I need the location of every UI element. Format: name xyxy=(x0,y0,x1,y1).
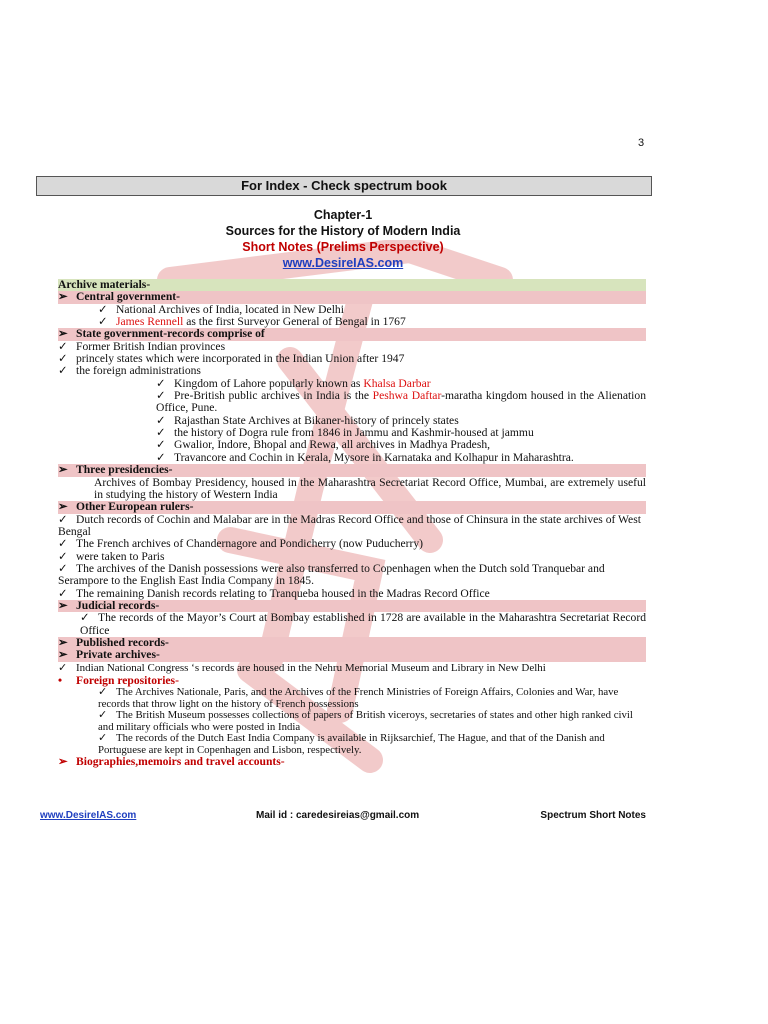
check-icon: ✓ xyxy=(58,512,68,526)
section-three-presidencies: ➢ Three presidencies- xyxy=(58,464,646,476)
section-biographies: ➢ Biographies,memoirs and travel accounts- xyxy=(58,755,285,769)
section-published-records: ➢ Published records- xyxy=(58,637,646,649)
check-icon: ✓ xyxy=(58,661,68,674)
check-icon: ✓ xyxy=(58,339,68,353)
check-icon: ✓ xyxy=(156,450,166,464)
section-archive-materials: Archive materials- xyxy=(58,279,646,291)
list-item: ✓ The French archives of Chandernagore and Pondicherry (now Puducherry) xyxy=(58,537,424,551)
list-item: ✓ Former British Indian provinces xyxy=(58,339,226,353)
list-item: ✓ The remaining Danish records relating to Tranqueba housed in the Madras Record Office xyxy=(58,586,490,600)
list-item: ✓ princely states which were incorporated in the Indian Union after 1947 xyxy=(58,352,405,366)
list-item: ✓ Indian National Congress ‘s records are housed in the Nehru Memorial Museum and Library in New Delhi xyxy=(58,661,546,674)
check-icon: ✓ xyxy=(58,364,68,378)
chapter-label: Chapter-1 xyxy=(313,208,373,222)
footer-website-link[interactable]: www.DesireIAS.com xyxy=(40,810,137,821)
list-item: ✓ were taken to Paris xyxy=(58,549,165,563)
list-item: ✓ James Rennell as the first Surveyor General of Bengal in 1767 xyxy=(98,315,406,329)
check-icon: ✓ xyxy=(58,561,68,575)
check-icon: ✓ xyxy=(98,732,108,745)
footer-mail: Mail id : caredesireias@gmail.com xyxy=(256,810,420,821)
check-icon: ✓ xyxy=(98,709,108,722)
arrow-bullet-icon: ➢ xyxy=(58,648,68,662)
section-state-government: ➢ State government-records comprise of xyxy=(58,328,646,340)
check-icon: ✓ xyxy=(156,426,166,440)
dot-bullet-icon: • xyxy=(58,674,63,687)
footer-label: Spectrum Short Notes xyxy=(540,810,646,821)
arrow-bullet-icon: ➢ xyxy=(58,500,68,514)
check-icon: ✓ xyxy=(156,389,166,403)
page-number: 3 xyxy=(638,137,645,149)
list-item: ✓ Rajasthan State Archives at Bikaner-history of princely states xyxy=(156,413,459,427)
list-item: ✓ Gwalior, Indore, Bhopal and Rewa, all archives in Madhya Pradesh, xyxy=(156,438,491,452)
arrow-bullet-icon: ➢ xyxy=(58,755,68,769)
notes-body xyxy=(58,279,646,769)
check-icon: ✓ xyxy=(58,586,68,600)
paragraph: Archives of Bombay Presidency, housed in the Maharashtra Secretariat Record Office, Mumbai, are extremely useful in studying the history of Western India xyxy=(94,475,646,501)
list-item: ✓ Kingdom of Lahore popularly known as Khalsa Darbar xyxy=(156,376,431,390)
check-icon: ✓ xyxy=(156,413,166,427)
list-item: ✓ Travancore and Cochin in Kerala, Mysore in Karnataka and Kolhapur in Maharashtra. xyxy=(156,450,574,464)
arrow-bullet-icon: ➢ xyxy=(58,327,68,341)
section-european-rulers: ➢ Other European rulers- xyxy=(58,501,646,513)
list-item: ✓ Pre-British public archives in India is the Peshwa Daftar-maratha kingdom housed in the Alienation Office, Pune. xyxy=(156,389,646,415)
check-icon: ✓ xyxy=(98,686,108,699)
list-item: ✓ the history of Dogra rule from 1846 in Jammu and Kashmir-housed at jammu xyxy=(156,426,534,440)
check-icon: ✓ xyxy=(156,376,166,390)
check-icon: ✓ xyxy=(156,438,166,452)
chapter-header xyxy=(36,207,650,271)
index-banner: For Index - Check spectrum book xyxy=(36,176,652,196)
list-item: ✓ The records of the Mayor’s Court at Bombay established in 1728 are available in the Maharashtra Secretariat Record Office xyxy=(80,611,646,637)
arrow-bullet-icon: ➢ xyxy=(58,598,68,612)
list-item: ✓ National Archives of India, located in New Delhi xyxy=(98,302,344,316)
arrow-bullet-icon: ➢ xyxy=(58,635,68,649)
section-judicial-records: ➢ Judicial records- xyxy=(58,600,646,612)
list-item: ✓ The records of the Dutch East India Company is available in Rijksarchief, The Hague, and that of the Danish and Portuguese are kept in Copenhagen and Lisbon, respectively. xyxy=(98,732,605,756)
list-item: ✓ The British Museum possesses collections of papers of British viceroys, secretaries of states and other high ranked civil and military officials who were posted in India xyxy=(98,709,633,733)
section-private-archives: ➢ Private archives- xyxy=(58,649,646,661)
list-item: ✓ the foreign administrations xyxy=(58,364,201,378)
section-central-government: ➢ Central government- xyxy=(58,291,646,303)
check-icon: ✓ xyxy=(58,549,68,563)
chapter-subtitle: Short Notes (Prelims Perspective) xyxy=(242,240,444,254)
list-item: ✓ Dutch records of Cochin and Malabar are in the Madras Record Office and those of Chinsura in the state archives of West Bengal xyxy=(58,512,641,538)
check-icon: ✓ xyxy=(98,315,108,329)
check-icon: ✓ xyxy=(58,537,68,551)
chapter-title: Sources for the History of Modern India xyxy=(225,224,461,238)
arrow-bullet-icon: ➢ xyxy=(58,290,68,304)
check-icon: ✓ xyxy=(58,352,68,366)
list-item: ✓ The archives of the Danish possessions were also transferred to Copenhagen when the Dutch sold Tranquebar and Serampore to the English East India Company in 1845. xyxy=(58,561,605,588)
section-foreign-repositories: • Foreign repositories- xyxy=(58,674,179,687)
arrow-bullet-icon: ➢ xyxy=(58,463,68,477)
check-icon: ✓ xyxy=(98,302,108,316)
list-item: ✓ The Archives Nationale, Paris, and the Archives of the French Ministries of Foreign Affairs, Colonies and War, have records that throw light on the history of French possessions xyxy=(98,686,619,710)
website-link[interactable]: www.DesireIAS.com xyxy=(282,256,404,270)
check-icon: ✓ xyxy=(80,611,90,625)
